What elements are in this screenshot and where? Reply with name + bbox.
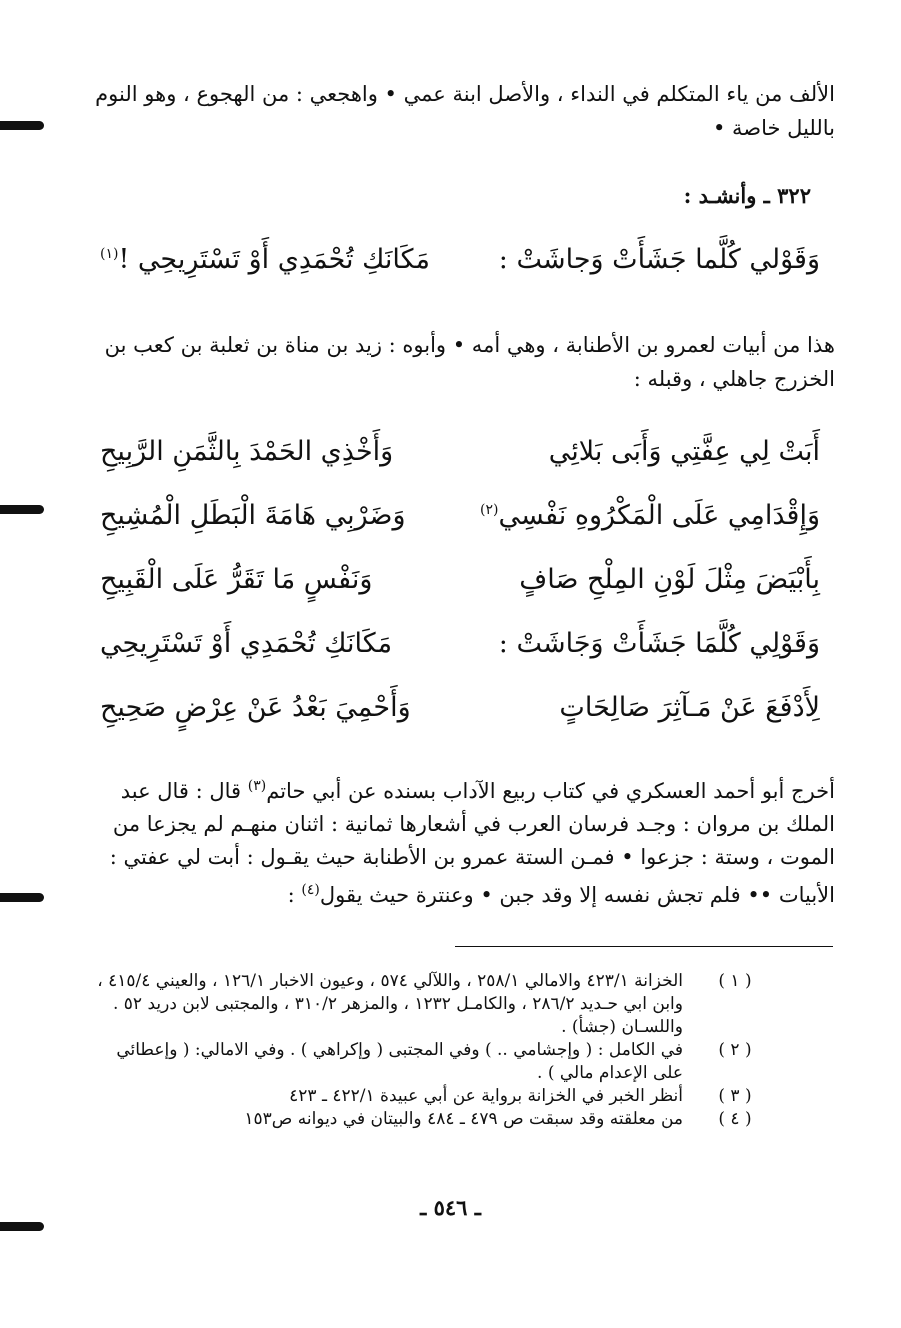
poem-line (100, 686, 820, 750)
poem-first-hemistich (480, 500, 820, 531)
margin-mark (0, 1222, 44, 1231)
footnote-text: الخزانة ٤٢٣/١ والامالي ٢٥٨/١ ، واللآلي ٥٧٤ ، وعيون الاخبار ١٢٦/١ ، والعيني ٤١٥/٤ ، وابن ابي حـديد ٢٨٦/٢ ، والكامـل ١٢٣٢ ، والمزهر ٣١٠/٢ ، والمجتبى لابن دريد ٥٢ . واللسـان (جشأ) . (97, 971, 683, 1037)
section-heading: ٣٢٢ ـ وأنشـد : (683, 183, 811, 208)
hemistich-text: وَقَوْلِي كُلَّمَا جَشَأَتْ وَجَاشَتْ : (498, 628, 820, 659)
verse-second-hemistich (100, 244, 430, 275)
poem-line (100, 430, 820, 494)
verse-second-hemistich-text: مَكَانَكِ تُحْمَدِي أَوْ تَسْتَرِيحِي ! (118, 244, 431, 275)
footnote-divider (455, 946, 833, 947)
poem-second-hemistich: وَأَخْذِي الحَمْدَ بِالثَّمَنِ الرَّبِيحِ (100, 436, 394, 467)
footnote-ref-2[interactable]: (٢) (480, 502, 499, 518)
intro-paragraph: الألف من ياء المتكلم في النداء ، والأصل ابنة عمي • واهجعي : من الهجوع ، وهو النوم بالليل خاصة • (95, 82, 835, 140)
margin-mark (0, 893, 44, 902)
hemistich-text: وَإِقْدَامِي عَلَى الْمَكْرُوهِ نَفْسِي (498, 500, 820, 531)
hemistich-text: لِأَدْفَعَ عَنْ مَـآثِرَ صَالِحَاتٍ (559, 692, 820, 723)
hemistich-text: أَبَتْ لِي عِفَّتِي وَأَبَى بَلائِي (548, 436, 820, 467)
source-text-3: : (287, 883, 302, 907)
footnote-number: ( ٢ ) (718, 1040, 752, 1060)
poem-first-hemistich (499, 628, 820, 659)
poem-second-hemistich: وَأَحْمِيَ بَعْدُ عَنْ عِرْضٍ صَحِيحِ (100, 692, 411, 723)
poem-first-hemistich (549, 436, 820, 467)
footnote-text: في الكامل : ( وإجشامي .. ) وفي المجتبى ( وإكراهي ) . وفي الامالي: ( وإعطائي على الإعدام مالي ) . (116, 1040, 683, 1083)
footnote-3 (85, 1085, 765, 1108)
about-paragraph: هذا من أبيات لعمرو بن الأطنابة ، وهي أمه • وأبوه : زيد بن مناة بن ثعلبة بن كعب بن الخزرج جاهلي ، وقبله : (104, 333, 835, 391)
footnotes (85, 970, 765, 1131)
margin-mark (0, 121, 44, 130)
footnote-number: ( ١ ) (718, 971, 752, 991)
poem-line (100, 558, 820, 622)
footnote-number: ( ٣ ) (718, 1086, 752, 1106)
poem-second-hemistich: وَنَفْسٍ مَا تَقَرُّ عَلَى الْقَبِيحِ (100, 564, 373, 595)
footnote-ref-1[interactable]: (١) (100, 246, 119, 262)
source-paragraph (70, 770, 835, 912)
poem-second-hemistich: وَضَرْبِي هَامَةَ الْبَطَلِ الْمُشِيحِ (100, 500, 406, 531)
poem-line (100, 622, 820, 686)
source-text-2: قال : قال عبد الملك بن مروان : وجـد فرسان العرب في أشعارها ثمانية : اثنان منهـم لم يجزعا من الموت ، وستة : جزعوا • فمـن الستة عمرو بن الأطنابة حيث يقـول : أبت لي عفتي : الأبيات •• فلم تجش نفسه إلا وقد جبن • وعنترة حيث يقول (109, 779, 835, 907)
footnote-text: أنظر الخبر في الخزانة برواية عن أبي عبيدة ٤٢٢/١ ـ ٤٢٣ (289, 1086, 683, 1106)
footnote-1 (85, 970, 765, 1039)
footnote-ref-3[interactable]: (٣) (247, 778, 267, 794)
footnote-2 (85, 1039, 765, 1085)
footnote-number: ( ٤ ) (718, 1109, 752, 1129)
poem-first-hemistich (559, 692, 820, 723)
poem-line (100, 494, 820, 558)
poem-second-hemistich: مَكَانَكِ تُحْمَدِي أَوْ تَسْتَرِيحِي (100, 628, 393, 659)
footnote-ref-4[interactable]: (٤) (301, 882, 320, 898)
poem (100, 430, 820, 750)
source-text-1: أخرج أبو أحمد العسكري في كتاب ربيع الآداب بسنده عن أبي حاتم (266, 779, 835, 803)
footnote-4 (85, 1108, 765, 1131)
verse-first-hemistich: وَقَوْلي كُلَّما جَشَأَتْ وَجاشَتْ : (498, 244, 820, 275)
cited-verse (100, 244, 820, 294)
poem-first-hemistich (519, 564, 820, 595)
hemistich-text: بِأَبْيَضَ مِثْلَ لَوْنِ المِلْحِ صَافٍ (519, 564, 820, 595)
margin-mark (0, 505, 44, 514)
footnote-text: من معلقته وقد سبقت ص ٤٧٩ ـ ٤٨٤ والبيتان في ديوانه ص١٥٣ (244, 1109, 683, 1129)
page-number: ـ ٥٤٦ ـ (420, 1195, 481, 1220)
